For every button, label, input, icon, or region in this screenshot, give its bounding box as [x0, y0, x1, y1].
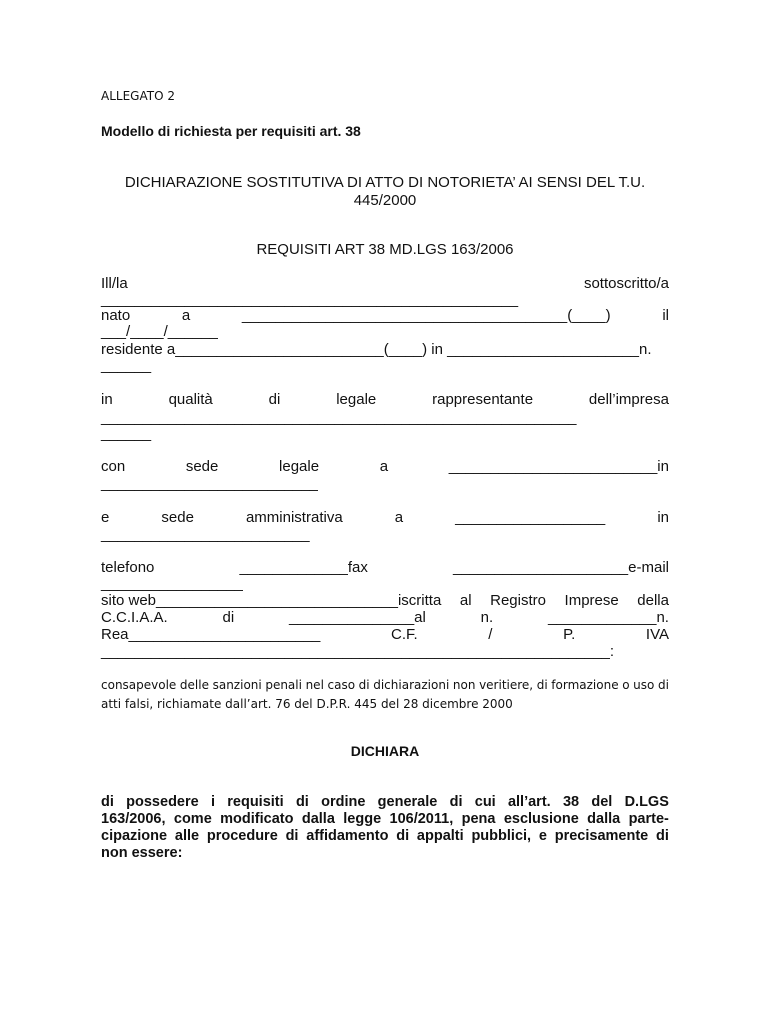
form-word: amministrativa: [245, 509, 343, 526]
form-word: C.F.: [391, 626, 418, 643]
sede-amministrativa-blank-cont: _________________________: [101, 526, 310, 543]
form-word: di: [449, 794, 463, 810]
form-word: sottoscritto/a: [583, 275, 669, 292]
form-word: sede: [161, 509, 194, 526]
form-word: o: [622, 678, 630, 692]
form-word: IVA: [645, 626, 669, 643]
impresa-blank: _________________________________________________________: [101, 409, 577, 426]
form-word: penali: [265, 678, 302, 692]
form-word: all’art.: [507, 794, 551, 810]
form-word: di: [536, 678, 548, 692]
form-word: i: [210, 794, 215, 810]
form-word: veritiere,: [479, 678, 534, 692]
form-word: e: [101, 509, 110, 526]
form-word: della: [637, 592, 669, 609]
modello-title: Modello di richiesta per requisiti art. 38: [101, 123, 361, 139]
requisiti-title: REQUISITI ART 38 MD.LGS 163/2006: [256, 241, 514, 258]
dichiara-heading: DICHIARA: [350, 743, 420, 759]
sede-amministrativa-blank: __________________: [455, 509, 606, 526]
form-word: di: [657, 678, 669, 692]
form-word: legge: [343, 811, 382, 827]
form-word: parte-: [628, 811, 669, 827]
form-word: nato: [101, 307, 131, 324]
form-word: affidamento: [306, 828, 389, 844]
cciaa-blank: _______________al: [289, 609, 426, 626]
body-line4: non essere:: [101, 845, 183, 861]
form-word: cui: [474, 794, 496, 810]
sito-web-blank: sito web_____________________________iscritta: [101, 592, 442, 609]
impresa-blank-cont: ______: [101, 425, 152, 442]
form-word: consapevole: [101, 678, 177, 692]
form-word: pubblici,: [471, 828, 532, 844]
form-word: nel: [305, 678, 324, 692]
form-word: formazione: [551, 678, 619, 692]
residence-number-blank: ______: [101, 357, 152, 374]
declaration-title-line2: 445/2000: [353, 192, 417, 209]
form-word: a: [181, 307, 191, 324]
form-line-sottoscritto: [101, 276, 669, 291]
form-word: con: [101, 458, 126, 475]
consapevole-line2: atti falsi, richiamate dall’art. 76 del D.P.R. 445 del 28 dicembre 2000: [101, 697, 513, 711]
form-word: di: [268, 391, 281, 408]
body-line3: [101, 829, 669, 844]
name-blank: __________________________________________________: [101, 291, 519, 308]
form-word: Ill/la: [101, 275, 128, 292]
birthdate-blank: ___/____/______: [101, 323, 218, 340]
form-word: di: [396, 828, 410, 844]
form-word: possedere: [126, 794, 199, 810]
form-word: precisamente: [554, 828, 649, 844]
form-line-residente: residente a_________________________(____) in _______________________n.: [101, 341, 652, 358]
form-word: ordine: [321, 794, 366, 810]
form-word: n.: [480, 609, 494, 626]
form-word: dichiarazioni: [373, 678, 450, 692]
form-word: e: [538, 828, 547, 844]
form-word: al: [459, 592, 472, 609]
form-word: sede: [185, 458, 219, 475]
form-line-cciaa: [101, 610, 669, 625]
body-line1: [101, 795, 669, 810]
form-line-sede-legale: [101, 459, 669, 474]
form-word: come: [173, 811, 212, 827]
form-word: procedure: [206, 828, 278, 844]
form-word: uso: [633, 678, 655, 692]
form-word: modificato: [220, 811, 294, 827]
form-word: C.C.I.A.A.: [101, 609, 168, 626]
form-word: Registro: [490, 592, 546, 609]
form-word: legale: [336, 391, 377, 408]
form-word: a: [394, 509, 404, 526]
form-word: rappresentante: [432, 391, 534, 408]
form-word: telefono: [101, 559, 155, 576]
form-line-nato: [101, 308, 669, 323]
form-line-sede-amministrativa: [101, 510, 669, 525]
form-word: appalti: [416, 828, 464, 844]
rea-blank: Rea_______________________: [101, 626, 321, 643]
form-word: di: [656, 828, 669, 844]
email-blank-cont: _________________: [101, 575, 243, 592]
body-line2: [101, 812, 669, 827]
form-line-telefono: [101, 560, 669, 575]
form-word: caso: [327, 678, 356, 692]
form-line-sito-web: [101, 593, 669, 608]
form-word: 38: [562, 794, 580, 810]
form-word: di: [358, 678, 370, 692]
telefono-fax-blank: _____________fax: [239, 559, 368, 576]
form-word: a: [379, 458, 389, 475]
declaration-title-line1: DICHIARAZIONE SOSTITUTIVA DI ATTO DI NOTORIETA’ AI SENSI DEL T.U.: [124, 174, 646, 191]
form-word: in: [101, 391, 113, 408]
form-word: 163/2006,: [101, 811, 166, 827]
form-word: requisiti: [227, 794, 284, 810]
form-line-qualita: [101, 392, 669, 407]
form-word: /: [488, 626, 493, 643]
registro-number-blank: _____________n.: [548, 609, 669, 626]
form-word: dalla: [587, 811, 621, 827]
form-word: di: [295, 794, 309, 810]
birthplace-blank: _______________________________________(____): [241, 307, 611, 324]
form-word: dalla: [301, 811, 335, 827]
form-word: generale: [377, 794, 438, 810]
sede-legale-blank-cont: __________________________: [101, 475, 318, 492]
form-word: in: [657, 509, 669, 526]
form-word: delle: [179, 678, 209, 692]
cf-piva-blank: _____________________________________________________________:: [101, 643, 615, 660]
form-word: esclusione: [503, 811, 579, 827]
form-word: pena: [461, 811, 496, 827]
form-word: D.LGS: [624, 794, 669, 810]
sede-legale-blank: _________________________in: [448, 458, 669, 475]
form-word: di: [285, 828, 299, 844]
form-word: alle: [174, 828, 200, 844]
consapevole-line1: [101, 679, 669, 691]
form-word: non: [452, 678, 476, 692]
form-line-rea: [101, 627, 669, 642]
form-word: sanzioni: [212, 678, 262, 692]
form-word: qualità: [168, 391, 213, 408]
form-word: legale: [279, 458, 320, 475]
email-blank: _____________________e-mail: [452, 559, 669, 576]
form-word: il: [662, 307, 669, 324]
form-word: di: [101, 794, 114, 810]
allegato-label: ALLEGATO 2: [101, 89, 175, 103]
form-word: di: [222, 609, 235, 626]
form-word: del: [591, 794, 613, 810]
form-word: dell’impresa: [588, 391, 669, 408]
form-word: 106/2011,: [389, 811, 454, 827]
form-word: Imprese: [564, 592, 619, 609]
form-word: cipazione: [101, 828, 168, 844]
form-word: P.: [563, 626, 576, 643]
